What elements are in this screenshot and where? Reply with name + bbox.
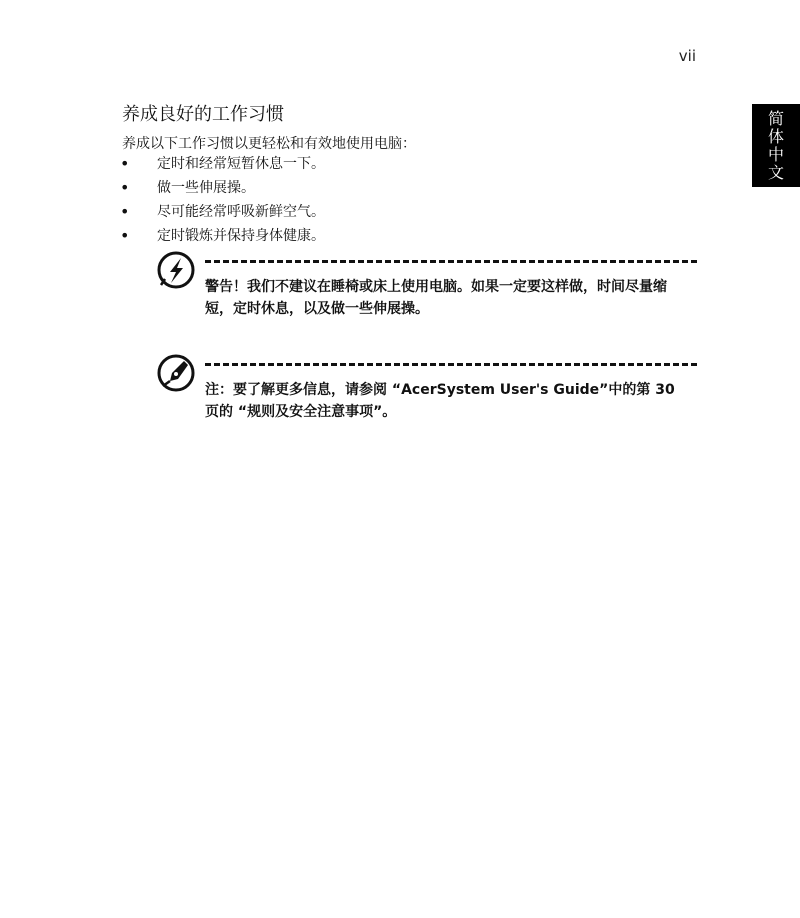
section-title: 养成良好的工作习惯	[122, 104, 284, 125]
lightning-icon	[156, 250, 196, 290]
bullet-icon: •	[120, 226, 130, 245]
bullet-icon: •	[120, 202, 130, 221]
bullet-icon: •	[120, 154, 130, 173]
language-tab-char: 体	[767, 126, 784, 146]
note-text: 注：要了解更多信息，请参阅 “AcerSystem User's Guide”中的第 30 页的 “规则及安全注意事项”。	[205, 382, 675, 420]
list-item-text: 做一些伸展操。	[157, 180, 255, 196]
language-tab	[752, 104, 800, 187]
language-tab-char: 中	[767, 144, 784, 164]
list-item-text: 定时锻炼并保持身体健康。	[157, 228, 325, 244]
section-intro: 养成以下工作习惯以更轻松和有效地使用电脑：	[122, 136, 416, 152]
page-number: vii	[678, 47, 696, 65]
warning-divider	[205, 260, 697, 263]
note-divider	[205, 363, 697, 366]
language-tab-char: 简	[767, 108, 784, 128]
list-item-text: 定时和经常短暂休息一下。	[157, 156, 325, 172]
language-tab-char: 文	[767, 162, 784, 182]
pen-nib-icon	[156, 353, 196, 393]
bullet-icon: •	[120, 178, 130, 197]
warning-text: 警告！我们不建议在睡椅或床上使用电脑。如果一定要这样做，时间尽量缩短，定时休息，以及做一些伸展操。	[205, 279, 667, 317]
list-item-text: 尽可能经常呼吸新鲜空气。	[157, 204, 325, 220]
